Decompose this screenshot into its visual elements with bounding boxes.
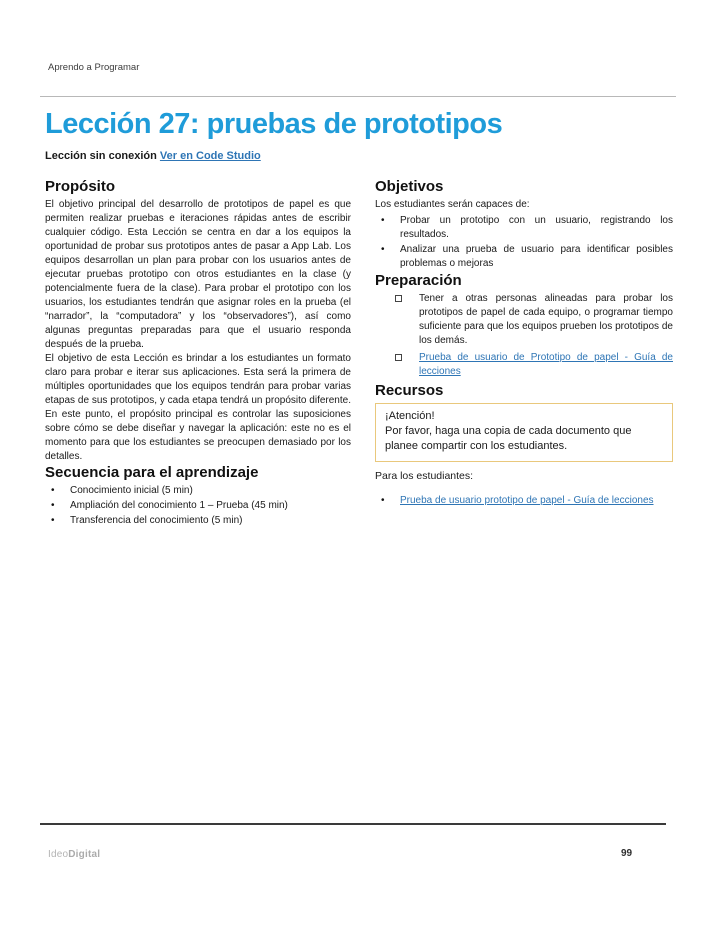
bullet-icon: • [381,215,385,226]
attention-body: Por favor, haga una copia de cada documento que planee compartir con los estudiantes. [385,425,632,452]
code-studio-link[interactable]: Ver en Code Studio [159,150,261,162]
objetivos-heading: Objetivos [375,178,444,195]
checkbox-icon[interactable] [395,354,402,361]
objetivos-intro: Los estudiantes serán capaces de: [375,199,530,210]
recursos-guide-link[interactable]: Prueba de usuario prototipo de papel - Guía de lecciones [400,495,654,506]
recursos-audience-label: Para los estudiantes: [375,470,474,482]
preparacion-heading: Preparación [375,272,462,289]
footer-brand-light: Ideo [48,849,69,860]
lesson-mode-line [45,150,673,162]
proposito-paragraph-2: El objetivo de esta Lección es brindar a los estudiantes un formato claro para probar e iterar sus aplicaciones. Esta será la primera de múltiples oportunidades que los equipos tendrán para probar varias etapas de sus prototipos, y cada etapa tendrá un propósito diferente. En este punto, el propósito principal es controlar las suposiciones sobre cómo se debe diseñar y navegar la aplicación: este no es el momento para que los estudiantes se preocupen demasiado por los detalles. [45,353,351,462]
recursos-list [375,494,673,508]
secuencia-item-label: Transferencia del conocimiento (5 min) [70,515,243,526]
checklist-item [375,351,673,379]
objetivo-item-label: Probar un prototipo con un usuario, registrando los resultados. [400,215,673,240]
main-content [45,108,673,529]
page-title: Lección 27: pruebas de prototipos [45,108,503,140]
recursos-heading: Recursos [375,382,444,399]
list-item [45,499,351,513]
lesson-mode-label: Lección sin conexión [45,150,157,162]
bullet-icon: • [381,244,385,255]
proposito-paragraph-1: El objetivo principal del desarrollo de prototipos de papel es que permiten realizar pruebas e iteraciones rápidas antes de escribir cualquier código. Esta Lección se centra en dar a los equipos la oportunidad de probar sus prototipos antes de pasar a App Lab. Los equipos desarrollan un plan para probar con los usuarios antes de ejecutar pruebas prototipo con otros estudiantes en la clase (y potencialmente fuera de la clase). Para probar el prototipo con los usuarios, los estudiantes tendrán que asignar roles en la prueba (el “narrador”, la “computadora” y los “observadores”), así como algunas preguntas preparadas para que el usuario responda después de la prueba. [45,199,351,350]
preparacion-guide-link[interactable]: Prueba de usuario de Prototipo de papel - Guía de lecciones [419,352,673,377]
bullet-icon: • [51,485,55,496]
list-item [375,214,673,242]
secuencia-item-label: Conocimiento inicial (5 min) [70,485,193,496]
footer-brand-bold: Digital [68,849,101,860]
header-brand: Aprendo a Programar [48,62,140,73]
preparacion-item-label: Tener a otras personas alineadas para probar los prototipos de papel de cada equipo, o programar tiempo suficiente para que los equipos prueben los prototipos de los demás. [419,293,673,346]
checkbox-icon[interactable] [395,295,402,302]
preparacion-checklist [375,292,673,379]
page-number: 99 [621,848,633,859]
secuencia-item-label: Ampliación del conocimiento 1 – Prueba (45 min) [70,500,288,511]
bullet-icon: • [51,500,55,511]
proposito-heading: Propósito [45,178,115,195]
list-item [45,484,351,498]
checklist-item [375,292,673,348]
objetivo-item-label: Analizar una prueba de usuario para identificar posibles problemas o mejoras [400,244,673,269]
header-divider [40,96,676,97]
bullet-icon: • [381,495,385,506]
list-item [45,514,351,528]
footer-divider [40,823,666,825]
attention-title: ¡Atención! [385,410,435,422]
objetivos-list [375,214,673,271]
footer-brand [48,849,100,860]
secuencia-heading: Secuencia para el aprendizaje [45,464,259,481]
two-column-layout [45,178,673,529]
secuencia-list [45,484,351,528]
left-column [45,178,351,529]
list-item [375,243,673,271]
attention-box [375,403,673,462]
list-item [375,494,673,508]
right-column [375,178,673,529]
bullet-icon: • [51,515,55,526]
